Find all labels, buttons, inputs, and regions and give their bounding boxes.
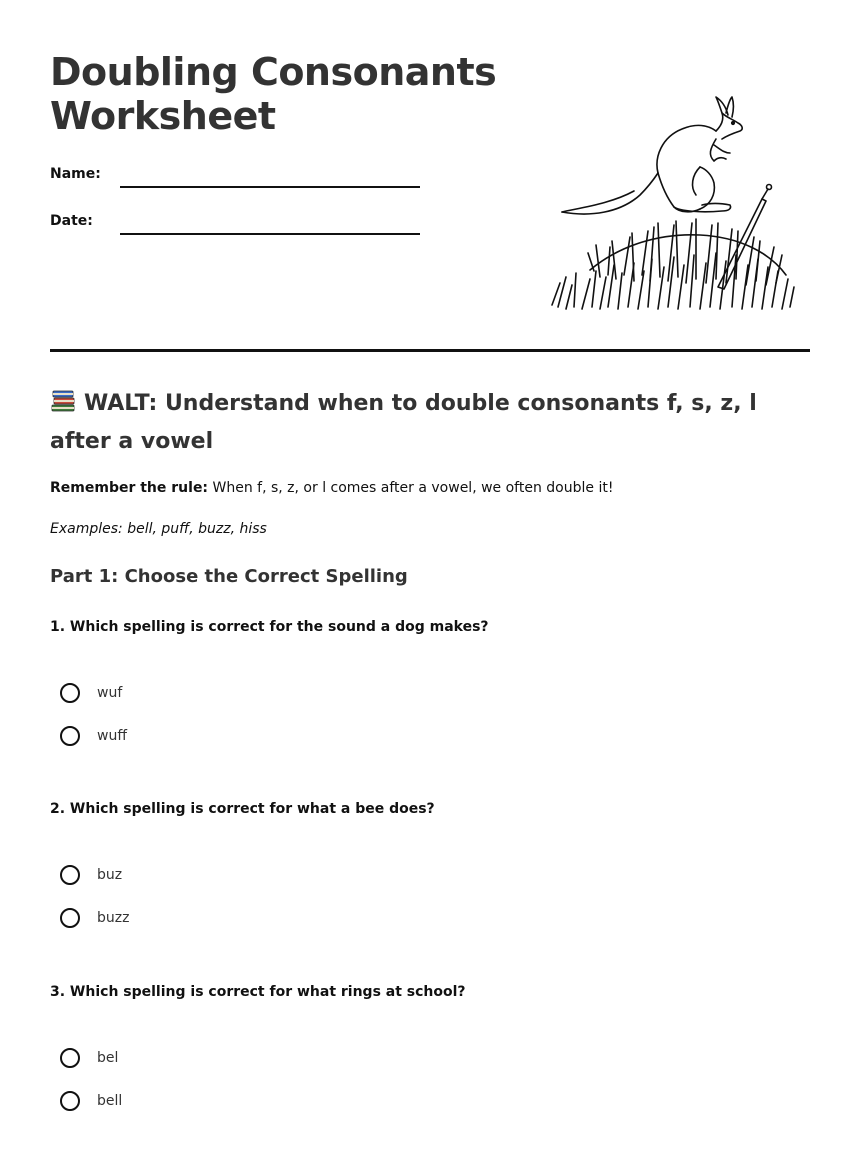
walt-text: WALT: Understand when to double consonants f, s, z, l after a vowel — [50, 391, 757, 454]
rule-label: Remember the rule: — [50, 480, 209, 496]
radio-button[interactable] — [60, 683, 80, 703]
question-1 — [50, 617, 810, 744]
books-icon — [50, 389, 76, 413]
header-divider — [50, 349, 810, 352]
option-label: buzz — [97, 910, 130, 926]
name-line[interactable] — [120, 186, 420, 188]
option-label: bell — [97, 1093, 123, 1109]
rule-reminder — [50, 480, 613, 496]
date-field[interactable] — [50, 213, 430, 243]
option-buzz[interactable] — [60, 905, 129, 931]
title-line-2: Worksheet — [50, 94, 276, 138]
option-wuf[interactable] — [60, 680, 122, 706]
worksheet-header — [50, 0, 810, 352]
name-field[interactable] — [50, 166, 430, 196]
name-label: Name: — [50, 166, 101, 182]
kangaroo-illustration — [550, 95, 795, 315]
rule-text: When f, s, z, or l comes after a vowel, we often double it! — [208, 480, 614, 496]
question-3 — [50, 982, 810, 1109]
radio-button[interactable] — [60, 726, 80, 746]
question-2 — [50, 799, 810, 926]
radio-button[interactable] — [60, 865, 80, 885]
worksheet-page — [50, 0, 810, 1161]
radio-button[interactable] — [60, 1048, 80, 1068]
question-text: 3. Which spelling is correct for what rings at school? — [50, 984, 466, 1000]
option-label: wuff — [97, 728, 127, 744]
examples-text: Examples: bell, puff, buzz, hiss — [50, 521, 267, 537]
option-label: wuf — [97, 685, 123, 701]
date-label: Date: — [50, 213, 93, 229]
option-buz[interactable] — [60, 862, 122, 888]
title-line-1: Doubling Consonants — [50, 50, 497, 94]
option-wuff[interactable] — [60, 723, 127, 749]
option-bel[interactable] — [60, 1045, 118, 1071]
radio-button[interactable] — [60, 1091, 80, 1111]
option-bell[interactable] — [60, 1088, 122, 1114]
question-text: 1. Which spelling is correct for the sound a dog makes? — [50, 619, 489, 635]
question-text: 2. Which spelling is correct for what a bee does? — [50, 801, 435, 817]
walt-heading — [50, 385, 810, 461]
option-label: bel — [97, 1050, 119, 1066]
date-line[interactable] — [120, 233, 420, 235]
option-label: buz — [97, 867, 123, 883]
part-1-heading: Part 1: Choose the Correct Spelling — [50, 566, 408, 587]
worksheet-title — [50, 50, 496, 138]
radio-button[interactable] — [60, 908, 80, 928]
